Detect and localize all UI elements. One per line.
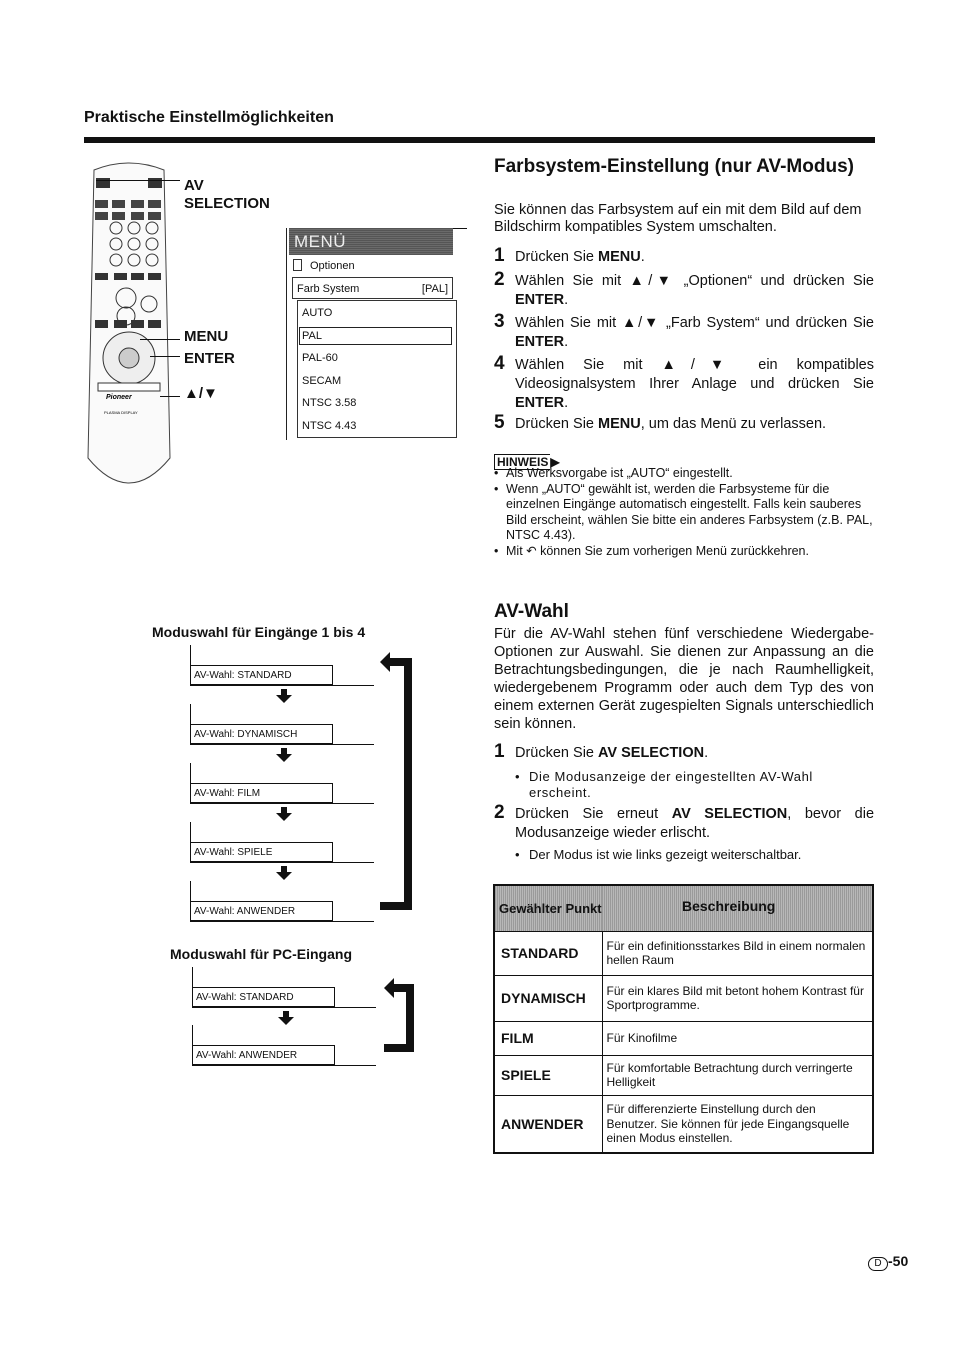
leader-line-enter [150, 356, 180, 357]
mode-box-underline [190, 862, 374, 863]
farbsystem-heading: Farbsystem-Einstellung (nur AV-Modus) [494, 156, 854, 177]
table-row [494, 1055, 873, 1095]
table-cell-description: Für ein definitionsstarkes Bild in einem normalen hellen Raum [602, 931, 873, 975]
enter-label: ENTER [184, 350, 235, 367]
table-cell-description: Für Kinofilme [602, 1021, 873, 1055]
hinweis-label: HINWEIS ▶ [494, 455, 560, 469]
menu-title: MENÜ [289, 228, 453, 255]
mode-label: AV-Wahl: FILM [191, 783, 333, 803]
farb-system-row: Farb System [PAL] [292, 277, 453, 299]
leader-line-arrows [160, 396, 180, 397]
mode-box [190, 763, 380, 803]
section-title: Praktische Einstellmöglichkeiten [84, 109, 334, 126]
avwahl-table [493, 884, 874, 1154]
table-header-description: Beschreibung [602, 885, 873, 931]
table-row [494, 975, 873, 1021]
table-cell-mode: DYNAMISCH [494, 975, 602, 1021]
farbsystem-step-1: 1 Drücken Sie MENU. [494, 245, 645, 266]
menu-optionen: Optionen [293, 259, 355, 272]
hinweis-notes [494, 466, 875, 559]
mode-box-underline [190, 921, 374, 922]
table-header-row [494, 885, 873, 931]
avwahl-intro: Für die AV-Wahl stehen fünf verschiedene Wiedergabe-Optionen zur Auswahl. Sie dienen zur Anpassung an die Betrachtungsbedingungen, die je nach Raumhelligkeit, wiedergebenem Programm oder auch dem Typ des von einem externen Gerät zugespielten Signals unterschiedlich sein können. [494, 626, 874, 732]
diagram-title-inputs: Moduswahl für Eingänge 1 bis 4 [152, 624, 366, 640]
table-cell-description: Für differenzierte Einstellung durch den Benutzer. Sie können für jede Eingangsquelle einen Modus einstellen. [602, 1095, 873, 1153]
table-cell-mode: STANDARD [494, 931, 602, 975]
mode-box-underline [190, 803, 374, 804]
mode-box-underline [190, 744, 374, 745]
table-cell-mode: ANWENDER [494, 1095, 602, 1153]
farbsystem-step-3: 3 Wählen Sie mit ▲/▼ „Farb System“ und drücken Sie ENTER. [494, 311, 874, 350]
note-item: • Wenn „AUTO“ gewählt ist, werden die Farbsysteme für die einzelnen Eingänge automatisch eingestellt. Falls kein sauberes Bild erscheint, wählen Sie bitte ein anderes Farbsystem (z.B. PAL, NTSC 4.43). [494, 482, 875, 544]
menu-item-icon [293, 259, 302, 271]
mode-box [192, 1025, 382, 1065]
avwahl-step-2-sub: • Der Modus ist wie links gezeigt weiterschaltbar. [515, 847, 875, 863]
av-selection-label: AV SELECTION [184, 177, 270, 212]
language-badge: D [868, 1257, 888, 1271]
mode-box [190, 704, 380, 744]
cycle-arrow-inputs [376, 652, 416, 914]
svg-text:Pioneer: Pioneer [106, 394, 132, 401]
farb-option-item[interactable]: AUTO [302, 307, 333, 319]
avwahl-step-1-sub: • Die Modusanzeige der eingestellten AV-Wahl erscheint. [515, 769, 875, 801]
mode-label: AV-Wahl: ANWENDER [193, 1045, 335, 1065]
up-down-label: ▲/▼ [184, 385, 218, 402]
page-number: D -50 [868, 1253, 908, 1271]
mode-box [190, 822, 380, 862]
farb-option-item[interactable]: PAL-60 [302, 352, 338, 365]
mode-box [190, 645, 380, 685]
farbsystem-step-4: 4 Wählen Sie mit ▲/▼ ein kompatibles Videosignalsystem Ihrer Anlage und drücken Sie ENTER. [494, 353, 874, 411]
farb-option-item[interactable]: NTSC 3.58 [302, 397, 357, 410]
leader-line-menu [140, 339, 180, 340]
table-body [494, 931, 873, 1153]
avwahl-step-1: 1 Drücken Sie AV SELECTION. [494, 741, 709, 762]
leader-line-av [96, 180, 180, 181]
header-rule [84, 137, 875, 143]
farb-option-item[interactable]: SECAM [302, 374, 342, 387]
remote-control-illustration [86, 158, 172, 498]
note-item: • Als Werksvorgabe ist „AUTO“ eingestellt. [494, 466, 875, 482]
farb-option-item[interactable]: PAL [299, 327, 452, 345]
mode-box-underline [190, 685, 374, 686]
cycle-arrow-pc [380, 978, 416, 1054]
avwahl-step-2: 2 Drücken Sie erneut AV SELECTION, bevor die Modusanzeige wieder erlischt. [494, 802, 875, 841]
table-row [494, 1021, 873, 1055]
farbsystem-step-2: 2 Wählen Sie mit ▲/▼ „Optionen“ und drücken Sie ENTER. [494, 269, 874, 308]
mode-box-underline [192, 1007, 376, 1008]
table-cell-mode: SPIELE [494, 1055, 602, 1095]
table-row [494, 931, 873, 975]
mode-label: AV-Wahl: DYNAMISCH [191, 724, 333, 744]
mode-label: AV-Wahl: SPIELE [191, 842, 333, 862]
avwahl-heading: AV-Wahl [494, 601, 569, 622]
farbsystem-intro: Sie können das Farbsystem auf ein mit dem Bild auf dem Bildschirm kompatibles System umschalten. [494, 202, 862, 235]
note-item: • Mit ↶ können Sie zum vorherigen Menü zurückkehren. [494, 544, 875, 560]
svg-text:PLASMA DISPLAY: PLASMA DISPLAY [104, 410, 138, 415]
mode-box-underline [192, 1065, 376, 1066]
mode-label: AV-Wahl: STANDARD [191, 665, 333, 685]
table-cell-description: Für komfortable Betrachtung durch verringerte Helligkeit [602, 1055, 873, 1095]
table-cell-description: Für ein klares Bild mit betont hohem Kontrast für Sportprogramme. [602, 975, 873, 1021]
diagram-title-pc: Moduswahl für PC-Eingang [170, 946, 352, 962]
mode-box [190, 881, 380, 921]
table-header-item: Gewählter Punkt [494, 885, 602, 931]
farbsystem-step-5: 5 Drücken Sie MENU, um das Menü zu verlassen. [494, 412, 827, 433]
menu-screen [286, 228, 452, 440]
mode-label: AV-Wahl: ANWENDER [191, 901, 333, 921]
table-cell-mode: FILM [494, 1021, 602, 1055]
table-row [494, 1095, 873, 1153]
menu-title-extension [453, 228, 467, 229]
hinweis-arrow-icon: ▶ [550, 455, 560, 469]
mode-label: AV-Wahl: STANDARD [193, 987, 335, 1007]
farb-option-item[interactable]: NTSC 4.43 [302, 420, 357, 432]
menu-label: MENU [184, 328, 229, 345]
mode-box [192, 967, 382, 1007]
farb-options-list [297, 300, 457, 438]
